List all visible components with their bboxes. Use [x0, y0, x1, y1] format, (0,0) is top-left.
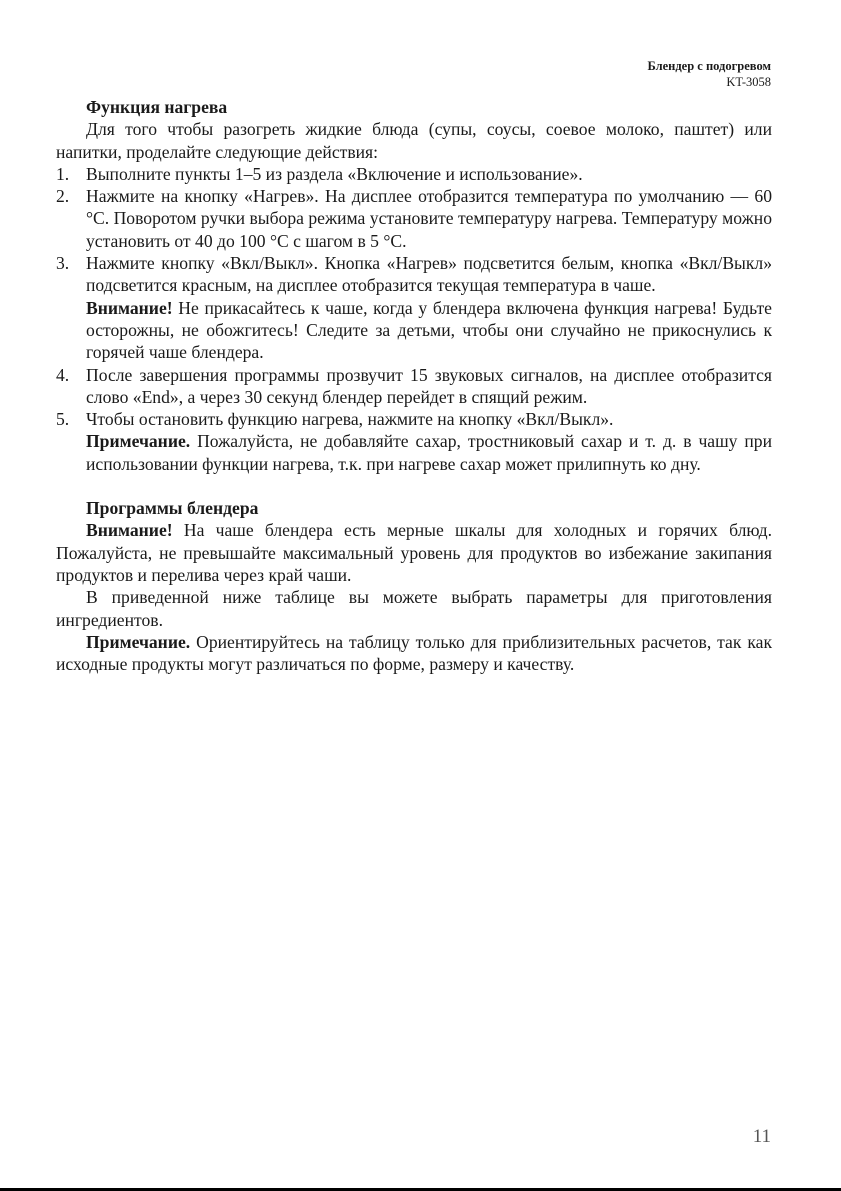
section-gap — [56, 475, 772, 497]
step-text: Нажмите кнопку «Вкл/Выкл». Кнопка «Нагрев» подсветится белым, кнопка «Вкл/Выкл» подсветится красным, на дисплее отобразится текущая температура в чаше. — [86, 253, 772, 296]
programs-note — [56, 631, 772, 676]
warning-text: Не прикасайтесь к чаше, когда у блендера включена функция нагрева! Будьте осторожны, не обожгитесь! Следите за детьми, чтобы они случайно не прикоснулись к горячей чаше блендера. — [86, 297, 772, 363]
step-number: 1. — [56, 163, 70, 184]
warning-label: Внимание! — [86, 297, 173, 318]
programs-title: Программы блендера — [86, 498, 259, 519]
step-text: Выполните пункты 1–5 из раздела «Включение и использование». — [86, 163, 583, 184]
heating-steps — [56, 163, 772, 297]
step-text: Нажмите на кнопку «Нагрев». На дисплее отобразится температура по умолчанию — 60 °С. Поворотом ручки выбора режима установите температуру нагрева. Температуру можно установить от 40 до 100 °С с шагом в 5 °С. — [86, 186, 772, 251]
header-product: Блендер с подогревом — [647, 59, 771, 73]
heating-title: Функция нагрева — [86, 97, 228, 117]
step-number: 5. — [56, 409, 70, 430]
note-label: Примечание. — [86, 631, 191, 652]
warning-label: Внимание! — [86, 520, 173, 541]
heating-intro: Для того чтобы разогреть жидкие блюда (супы, соусы, соевое молоко, паштет) или напитки, проделайте следующие действия: — [56, 119, 772, 162]
step-number: 3. — [56, 253, 70, 274]
step-number: 2. — [56, 186, 70, 207]
heating-steps-cont — [56, 364, 772, 431]
step-1 — [56, 163, 772, 185]
step-2 — [56, 185, 772, 252]
step-number: 4. — [56, 364, 70, 385]
page-content — [56, 96, 772, 675]
programs-warning — [56, 519, 772, 586]
page-header — [647, 58, 771, 90]
warning-text: На чаше блендера есть мерные шкалы для холодных и горячих блюд. Пожалуйста, не превышайте максимальный уровень для продуктов во избежание закипания продуктов и перелива через край чаши. — [56, 520, 772, 585]
heating-warning — [56, 297, 772, 364]
programs-table-text: В приведенной ниже таблице вы можете выбрать параметры для приготовления ингредиентов. — [56, 587, 772, 630]
page-number: 11 — [752, 1126, 771, 1147]
step-text: Чтобы остановить функцию нагрева, нажмите на кнопку «Вкл/Выкл». — [86, 409, 614, 430]
note-text: Ориентируйтесь на таблицу только для приблизительных расчетов, так как исходные продукты могут различаться по форме, размеру и качеству. — [56, 631, 772, 675]
step-5 — [56, 408, 772, 430]
step-3 — [56, 252, 772, 297]
heating-note — [56, 430, 772, 475]
step-text: После завершения программы прозвучит 15 звуковых сигналов, на дисплее отобразится слово «End», а через 30 секунд блендер перейдет в спящий режим. — [86, 364, 772, 407]
note-text: Пожалуйста, не добавляйте сахар, тростниковый сахар и т. д. в чашу при использовании функции нагрева, т.к. при нагреве сахар может прилипнуть ко дну. — [86, 431, 772, 474]
step-4 — [56, 364, 772, 409]
note-label: Примечание. — [86, 431, 191, 452]
header-model: KT-3058 — [726, 75, 771, 89]
